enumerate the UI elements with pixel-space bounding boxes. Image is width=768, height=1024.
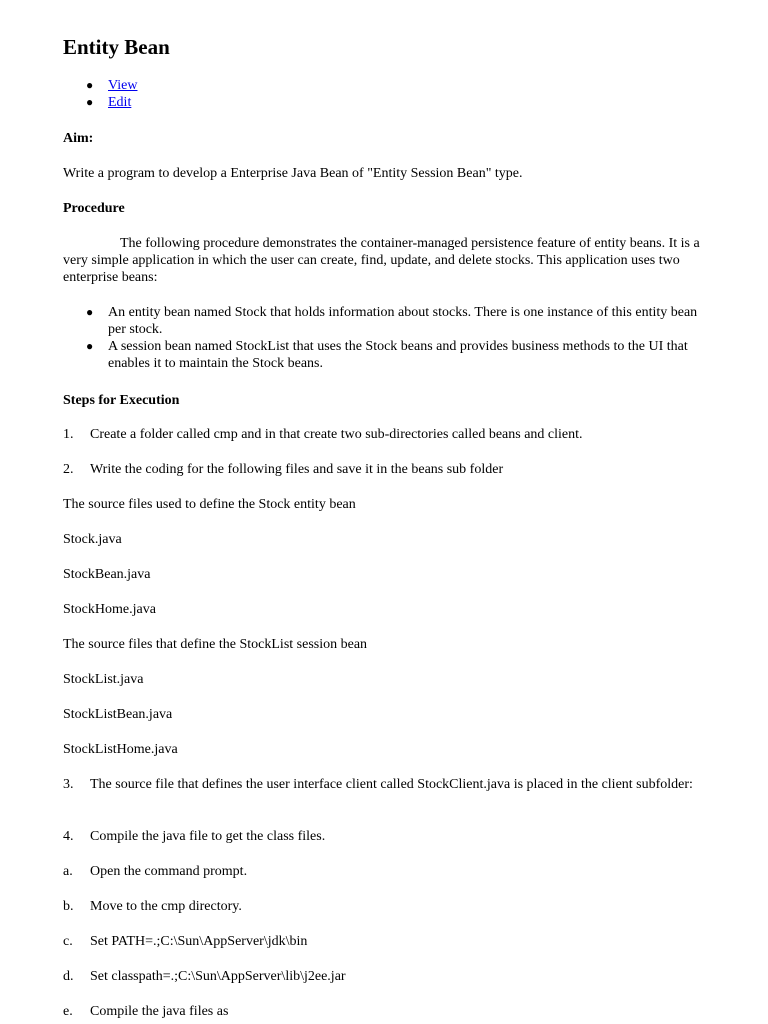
file-stockbean-java: StockBean.java	[63, 567, 151, 582]
edit-link[interactable]: Edit	[108, 95, 132, 110]
step-4-text: Compile the java file to get the class files.	[90, 829, 326, 844]
step-4c-text: Set PATH=.;C:\Sun\AppServer\jdk\bin	[90, 934, 308, 949]
page-title: Entity Bean	[63, 35, 170, 59]
bean-stock-description: An entity bean named Stock that holds information about stocks. There is one instance of this entity bean per stock.	[108, 305, 698, 337]
bean-list	[0, 304, 768, 372]
step-4d-letter: d.	[63, 969, 74, 984]
step-1-text: Create a folder called cmp and in that create two sub-directories called beans and client.	[90, 427, 583, 442]
aim-heading: Aim:	[63, 131, 94, 146]
file-stockhome-java: StockHome.java	[63, 602, 156, 617]
file-stocklisthome-java: StockListHome.java	[63, 742, 178, 757]
bullet-icon: ●	[86, 305, 94, 319]
step-4a-letter: a.	[63, 864, 73, 879]
step-4	[63, 828, 325, 845]
file-stocklist-java: StockList.java	[63, 672, 144, 687]
bean-stocklist-description: A session bean named StockList that uses the Stock beans and provides business methods to the UI that enables it to maintain the Stock beans.	[108, 339, 688, 371]
stock-files-intro: The source files used to define the Stock entity bean	[63, 497, 356, 512]
bullet-icon: ●	[86, 78, 94, 92]
bullet-icon: ●	[86, 95, 94, 109]
procedure-text: The following procedure demonstrates the container-managed persistence feature of entity beans. It is a very simple application in which the user can create, find, update, and delete stocks. This application uses two enterprise beans:	[63, 236, 700, 285]
step-4c	[63, 933, 307, 950]
nav-item-edit	[0, 94, 768, 111]
nav-item-view	[0, 77, 768, 94]
aim-text: Write a program to develop a Enterprise Java Bean of "Entity Session Bean" type.	[63, 166, 523, 181]
bullet-icon: ●	[86, 339, 94, 353]
procedure-heading: Procedure	[63, 201, 125, 216]
step-4b-text: Move to the cmp directory.	[90, 899, 242, 914]
file-stock-java: Stock.java	[63, 532, 122, 547]
list-item	[0, 304, 768, 338]
step-4e-text: Compile the java files as	[90, 1004, 229, 1019]
step-4b	[63, 898, 242, 915]
step-4a-text: Open the command prompt.	[90, 864, 248, 879]
step-2-number: 2.	[63, 462, 74, 477]
step-3-number: 3.	[63, 777, 74, 792]
step-4c-letter: c.	[63, 934, 73, 949]
page-actions-list	[0, 77, 768, 111]
step-2-text: Write the coding for the following files and save it in the beans sub folder	[90, 462, 504, 477]
step-3-text: The source file that defines the user interface client called StockClient.java is placed in the client subfolder:	[90, 777, 693, 792]
step-4a	[63, 863, 247, 880]
stocklist-files-intro: The source files that define the StockList session bean	[63, 637, 368, 652]
step-4d-text: Set classpath=.;C:\Sun\AppServer\lib\j2ee.jar	[90, 969, 346, 984]
step-4e	[63, 1003, 228, 1020]
step-1	[63, 426, 583, 443]
step-2	[63, 461, 503, 478]
step-3	[63, 776, 723, 793]
view-link[interactable]: View	[108, 78, 138, 93]
file-stocklistbean-java: StockListBean.java	[63, 707, 173, 722]
step-4d	[63, 968, 346, 985]
step-4-number: 4.	[63, 829, 74, 844]
steps-heading: Steps for Execution	[63, 393, 180, 408]
list-item	[0, 338, 768, 372]
step-4b-letter: b.	[63, 899, 74, 914]
step-1-number: 1.	[63, 427, 74, 442]
step-4e-letter: e.	[63, 1004, 73, 1019]
